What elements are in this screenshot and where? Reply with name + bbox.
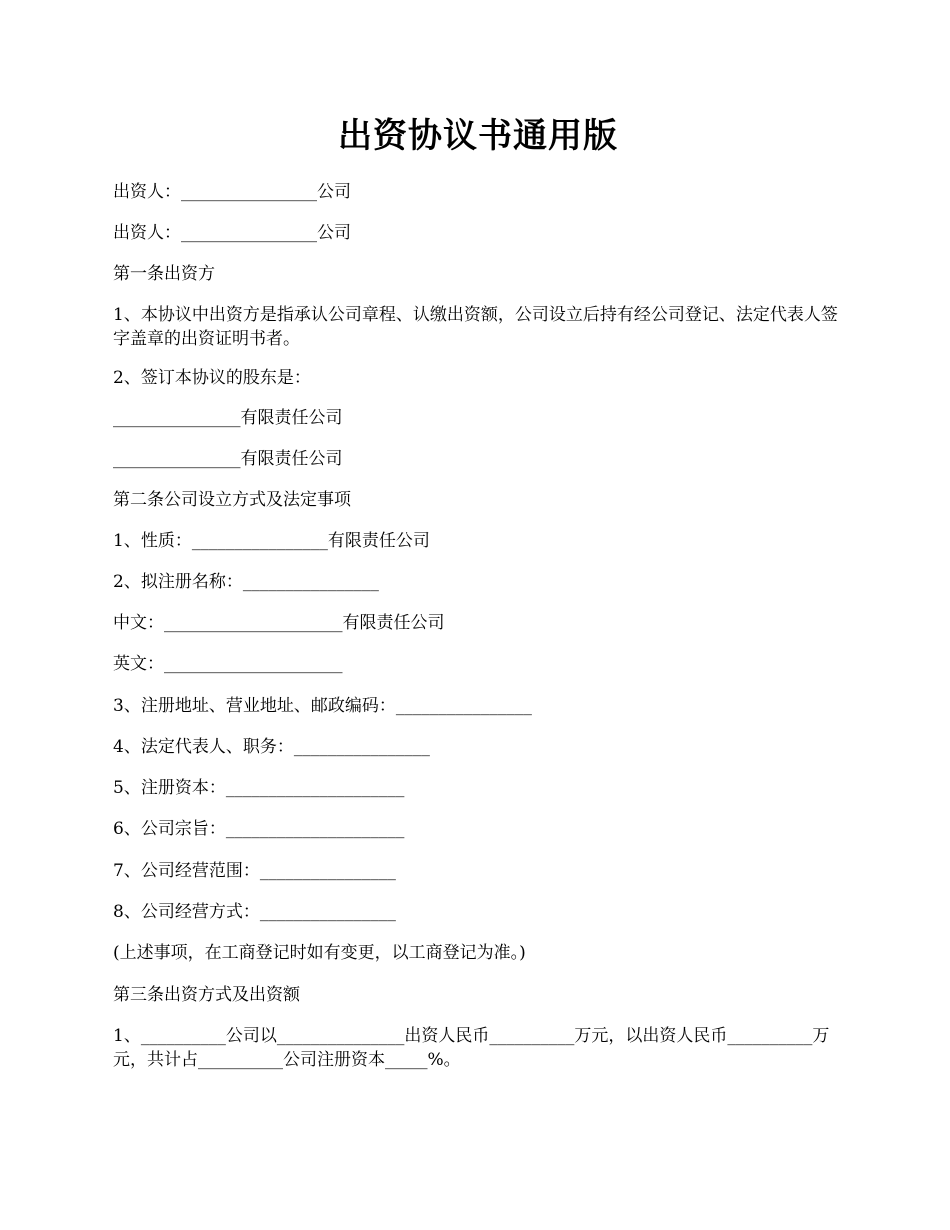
chinese-name-line: 中文：_____________________有限责任公司 <box>113 613 445 633</box>
investor-line-2: 出资人：________________公司 <box>113 223 351 243</box>
shareholder-line-2: _______________有限责任公司 <box>113 449 343 469</box>
document-title: 出资协议书通用版 <box>338 116 618 156</box>
article-1-clause-2: 2、签订本协议的股东是： <box>113 368 311 388</box>
registered-capital-line: 5、注册资本：_____________________ <box>113 778 405 798</box>
investor-line-1: 出资人：________________公司 <box>113 182 351 202</box>
legal-representative-line: 4、法定代表人、职务：________________ <box>113 737 430 757</box>
company-purpose-line: 6、公司宗旨：_____________________ <box>113 819 405 839</box>
registration-note: (上述事项，在工商登记时如有变更，以工商登记为准。) <box>113 943 526 963</box>
shareholder-line-1: _______________有限责任公司 <box>113 408 343 428</box>
article-3-clause-1: 1、__________公司以_______________出资人民币__________万元，以出资人民币__________万元，共计占__________公司注册资本_____%。 <box>113 1026 830 1070</box>
nature-line: 1、性质：________________有限责任公司 <box>113 531 430 551</box>
english-name-line: 英文：_____________________ <box>113 654 343 674</box>
article-1-clause-1: 1、本协议中出资方是指承认公司章程、认缴出资额，公司设立后持有经公司登记、法定代表人签字盖章的出资证明书者。 <box>113 305 838 349</box>
business-scope-line: 7、公司经营范围：________________ <box>113 861 396 881</box>
article-2-heading: 第二条公司设立方式及法定事项 <box>113 490 351 510</box>
business-mode-line: 8、公司经营方式：________________ <box>113 902 396 922</box>
article-1-heading: 第一条出资方 <box>113 264 215 284</box>
article-3-heading: 第三条出资方式及出资额 <box>113 985 300 1005</box>
address-line: 3、注册地址、营业地址、邮政编码：________________ <box>113 696 532 716</box>
registered-name-line: 2、拟注册名称：________________ <box>113 572 379 592</box>
